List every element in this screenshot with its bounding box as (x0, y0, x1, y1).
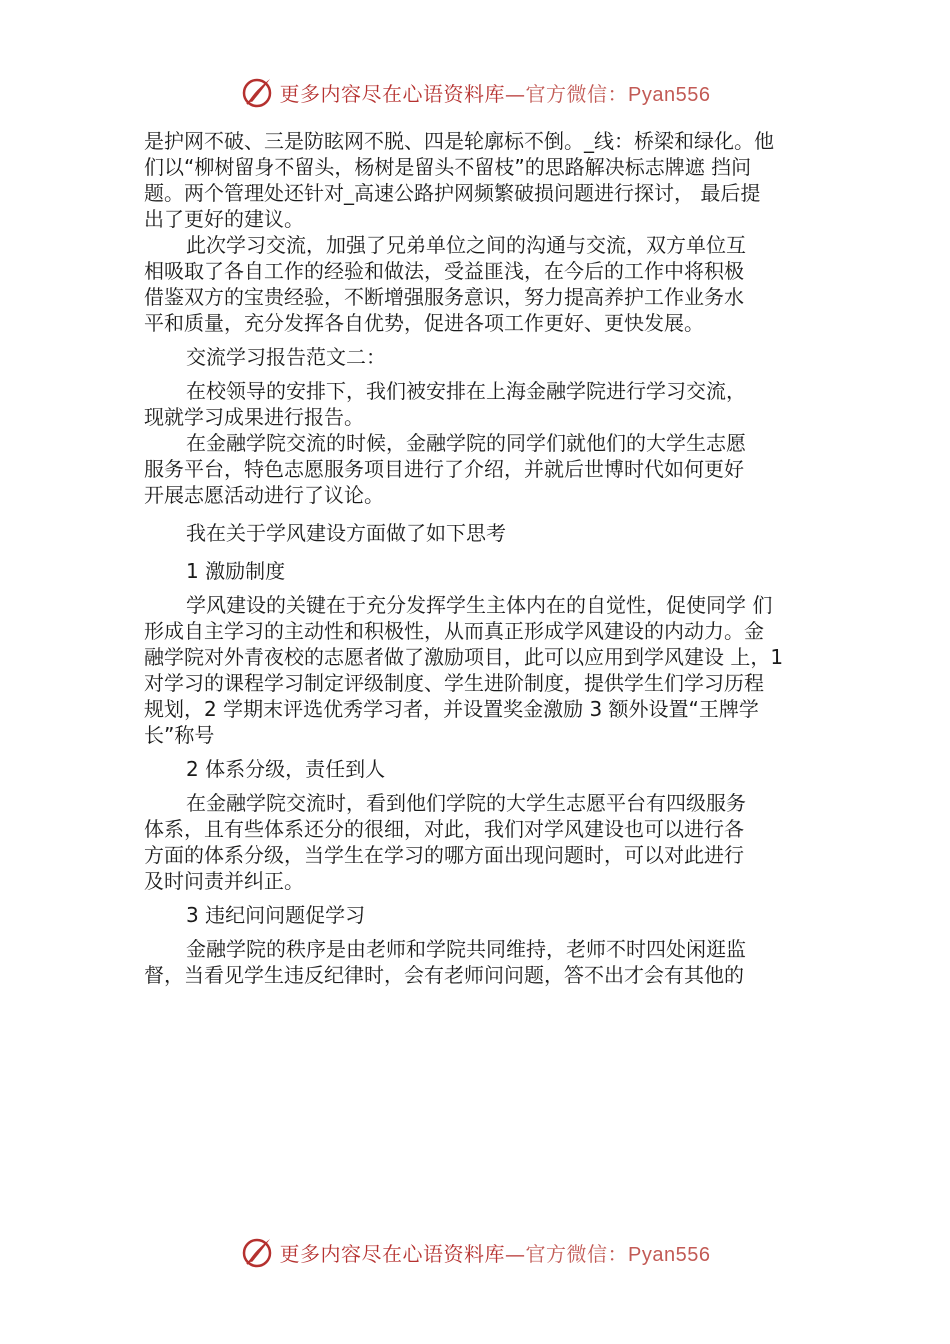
quill-logo-icon (240, 75, 274, 109)
subheading: 1 激励制度 (186, 559, 286, 583)
paragraph-line: 相吸取了各自工作的经验和做法，受益匪浅，在今后的工作中将积极 (144, 259, 744, 283)
paragraph-line: 对学习的课程学习制定评级制度、学生进阶制度，提供学生们学习历程 (144, 671, 764, 695)
paragraph-line: 借鉴双方的宝贵经验，不断增强服务意识，努力提高养护工作业务水 (144, 285, 744, 309)
quill-logo-icon (240, 1235, 274, 1269)
paragraph-line: 是护网不破、三是防眩网不脱、四是轮廓标不倒。_线：桥梁和绿化。他 (144, 129, 774, 153)
paragraph-line: 现就学习成果进行报告。 (144, 405, 364, 429)
header-watermark (0, 72, 950, 112)
paragraph-line: 在金融学院交流时，看到他们学院的大学生志愿平台有四级服务 (186, 791, 746, 815)
paragraph-line: 我在关于学风建设方面做了如下思考 (186, 521, 506, 545)
footer-watermark (0, 1232, 950, 1272)
paragraph-line: 题。两个管理处还针对_高速公路护网频繁破损问题进行探讨， 最后提 (144, 181, 761, 205)
paragraph-line: 学风建设的关键在于充分发挥学生主体内在的自觉性，促使同学 们 (186, 593, 773, 617)
subheading: 2 体系分级，责任到人 (186, 757, 386, 781)
paragraph-line: 体系，且有些体系还分的很细，对此，我们对学风建设也可以进行各 (144, 817, 744, 841)
section-heading: 交流学习报告范文二： (186, 345, 386, 369)
paragraph-line: 出了更好的建议。 (144, 207, 304, 231)
paragraph-line: 督，当看见学生违反纪律时，会有老师问问题，答不出才会有其他的 (144, 963, 744, 987)
paragraph-line: 开展志愿活动进行了议论。 (144, 483, 384, 507)
paragraph-line: 融学院对外青夜校的志愿者做了激励项目，此可以应用到学风建设 上，1 (144, 645, 784, 669)
document-body (144, 128, 834, 988)
subheading: 3 违纪问问题促学习 (186, 903, 366, 927)
watermark-text: 更多内容尽在心语资料库—官方微信：Pyan556 (279, 1241, 711, 1266)
paragraph-line: 形成自主学习的主动性和积极性，从而真正形成学风建设的内动力。金 (144, 619, 764, 643)
watermark-text: 更多内容尽在心语资料库—官方微信：Pyan556 (279, 81, 711, 106)
paragraph-line: 平和质量，充分发挥各自优势，促进各项工作更好、更快发展。 (144, 311, 704, 335)
paragraph-line: 及时问责并纠正。 (144, 869, 304, 893)
paragraph-line: 们以“柳树留身不留头，杨树是留头不留枝”的思路解决标志牌遮 挡问 (144, 155, 752, 179)
paragraph-line: 规划，2 学期末评选优秀学习者，并设置奖金激励 3 额外设置“王牌学 (144, 697, 759, 721)
paragraph-line: 金融学院的秩序是由老师和学院共同维持，老师不时四处闲逛监 (186, 937, 746, 961)
paragraph-line: 方面的体系分级，当学生在学习的哪方面出现问题时，可以对此进行 (144, 843, 744, 867)
paragraph-line: 长”称号 (144, 723, 215, 747)
paragraph-line: 在校领导的安排下，我们被安排在上海金融学院进行学习交流， (186, 379, 746, 403)
paragraph-line: 此次学习交流，加强了兄弟单位之间的沟通与交流，双方单位互 (186, 233, 746, 257)
paragraph-line: 服务平台，特色志愿服务项目进行了介绍，并就后世博时代如何更好 (144, 457, 744, 481)
paragraph-line: 在金融学院交流的时候，金融学院的同学们就他们的大学生志愿 (186, 431, 746, 455)
